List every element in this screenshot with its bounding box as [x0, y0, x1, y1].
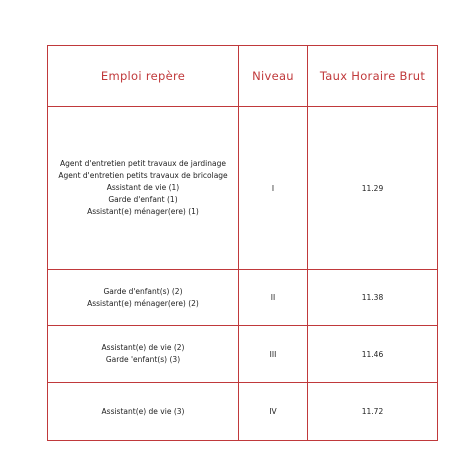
emploi-line: Agent d'entretien petits travaux de bricolage: [58, 171, 228, 180]
header-emploi-repere: Emploi repère: [48, 46, 239, 107]
emploi-line: Garde d'enfant (1): [108, 195, 178, 204]
table-row: [48, 326, 438, 383]
taux-cell: 11.72: [308, 383, 438, 441]
taux-cell: 11.46: [308, 326, 438, 383]
header-taux-horaire-brut: Taux Horaire Brut: [308, 46, 438, 107]
niveau-cell: IV: [239, 383, 308, 441]
salary-table: [47, 45, 438, 441]
emploi-line: Garde d'enfant(s) (2): [103, 286, 183, 296]
emploi-cell: [48, 270, 239, 326]
niveau-cell: II: [239, 270, 308, 326]
emploi-cell: [48, 383, 239, 441]
emploi-line: Assistant(e) de vie (2): [101, 343, 185, 352]
niveau-cell: I: [239, 107, 308, 270]
niveau-cell: III: [239, 326, 308, 383]
emploi-line: Garde 'enfant(s) (3): [105, 355, 181, 364]
emploi-cell: [48, 107, 239, 270]
table-row: [48, 383, 438, 441]
emploi-line: Assistant de vie (1): [106, 183, 180, 192]
taux-cell: 11.38: [308, 270, 438, 326]
table-row: [48, 270, 438, 326]
emploi-line: Assistant(e) ménager(ere) (1): [87, 207, 199, 216]
emploi-line: Agent d'entretien petit travaux de jardinage: [60, 159, 226, 168]
emploi-line: Assistant(e) ménager(ere) (2): [87, 298, 199, 308]
taux-cell: 11.29: [308, 107, 438, 270]
table-row: [48, 107, 438, 270]
emploi-cell: [48, 326, 239, 383]
emploi-line: Assistant(e) de vie (3): [101, 406, 185, 416]
table-header-row: [48, 46, 438, 107]
header-niveau: Niveau: [239, 46, 308, 107]
